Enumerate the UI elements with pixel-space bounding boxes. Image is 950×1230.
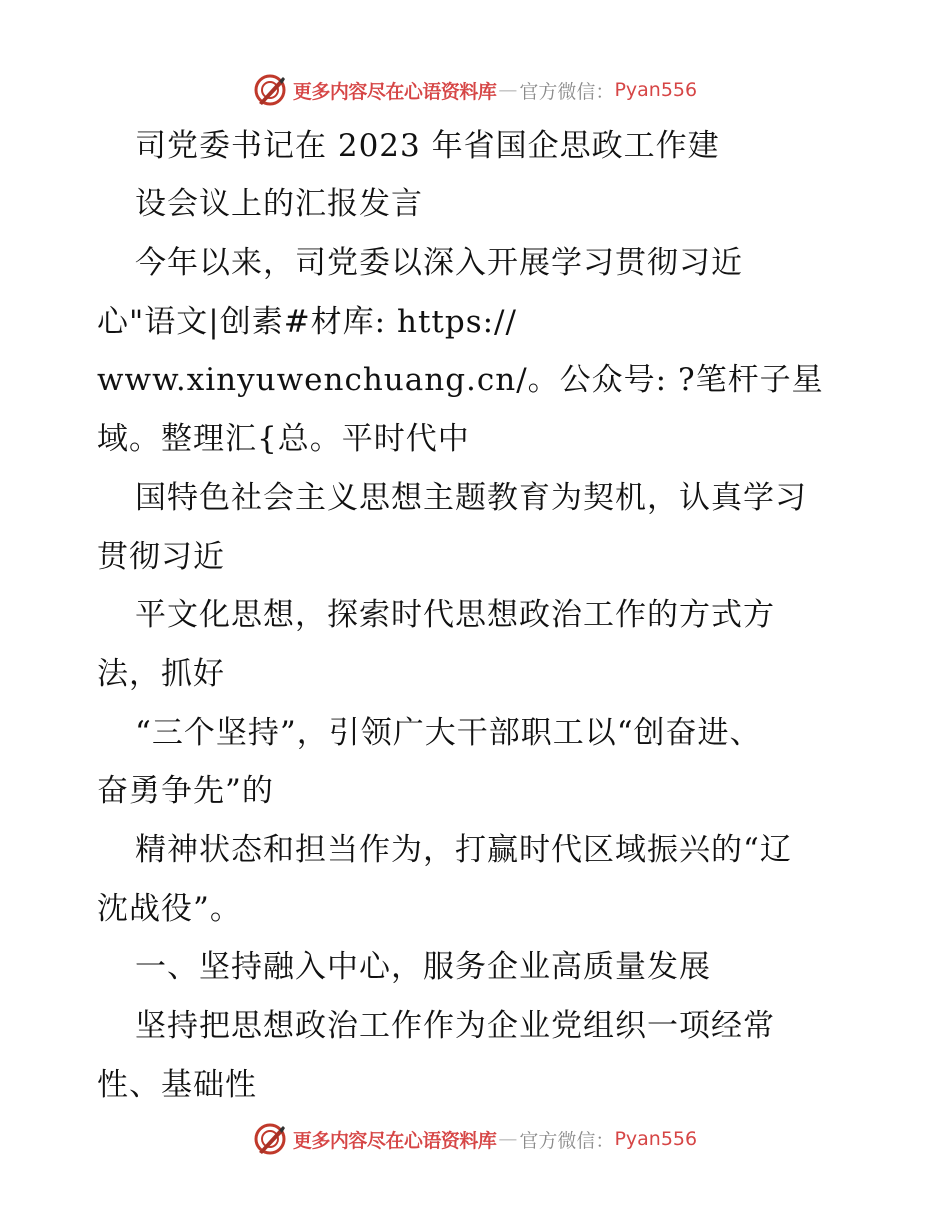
paragraph-line: 沈战役”。	[97, 891, 242, 927]
paragraph-line: 今年以来，司党委以深入开展学习贯彻习近	[135, 245, 743, 281]
section-heading: 一、坚持融入中心，服务企业高质量发展	[135, 949, 711, 985]
pen-circle-logo-icon	[253, 73, 287, 107]
paragraph-line: 奋勇争先”的	[97, 773, 274, 809]
paragraph-line: 法，抓好	[97, 656, 225, 692]
title-line-1: 司党委书记在 2023 年省国企思政工作建	[135, 128, 720, 164]
header-watermark	[0, 70, 950, 110]
paragraph-line: 坚持把思想政治工作作为企业党组织一项经常	[135, 1008, 775, 1044]
watermark-id: Pyan556	[614, 79, 698, 101]
watermark-label: 官方微信：	[519, 80, 615, 103]
paragraph-line: 国特色社会主义思想主题教育为契机，认真学习	[135, 480, 807, 516]
paragraph-line: 域。整理汇{总。平时代中	[97, 421, 470, 457]
paragraph-line: 平文化思想，探索时代思想政治工作的方式方	[135, 597, 775, 633]
paragraph-line: www.xinyuwenchuang.cn/。公众号: ?笔杆子星	[97, 362, 824, 398]
paragraph-line: 贯彻习近	[97, 539, 225, 575]
paragraph-line: 性、基础性	[97, 1067, 257, 1103]
pen-circle-logo-icon	[253, 1122, 287, 1156]
paragraph-line: “三个坚持”，引领广大干部职工以“创奋进、	[135, 715, 762, 751]
paragraph-line: 精神状态和担当作为，打赢时代区域振兴的“辽	[135, 832, 792, 868]
watermark-dash: —	[498, 1128, 518, 1150]
watermark-id: Pyan556	[614, 1128, 698, 1150]
paragraph-line: 心"语文|创素#材库: https://	[97, 304, 517, 340]
watermark-label: 官方微信：	[519, 1129, 615, 1152]
watermark-dash: —	[498, 79, 518, 101]
watermark-text: 更多内容尽在心语资料库	[292, 1129, 497, 1152]
title-line-2: 设会议上的汇报发言	[135, 186, 423, 222]
watermark-text: 更多内容尽在心语资料库	[292, 80, 497, 103]
footer-watermark	[0, 1119, 950, 1159]
